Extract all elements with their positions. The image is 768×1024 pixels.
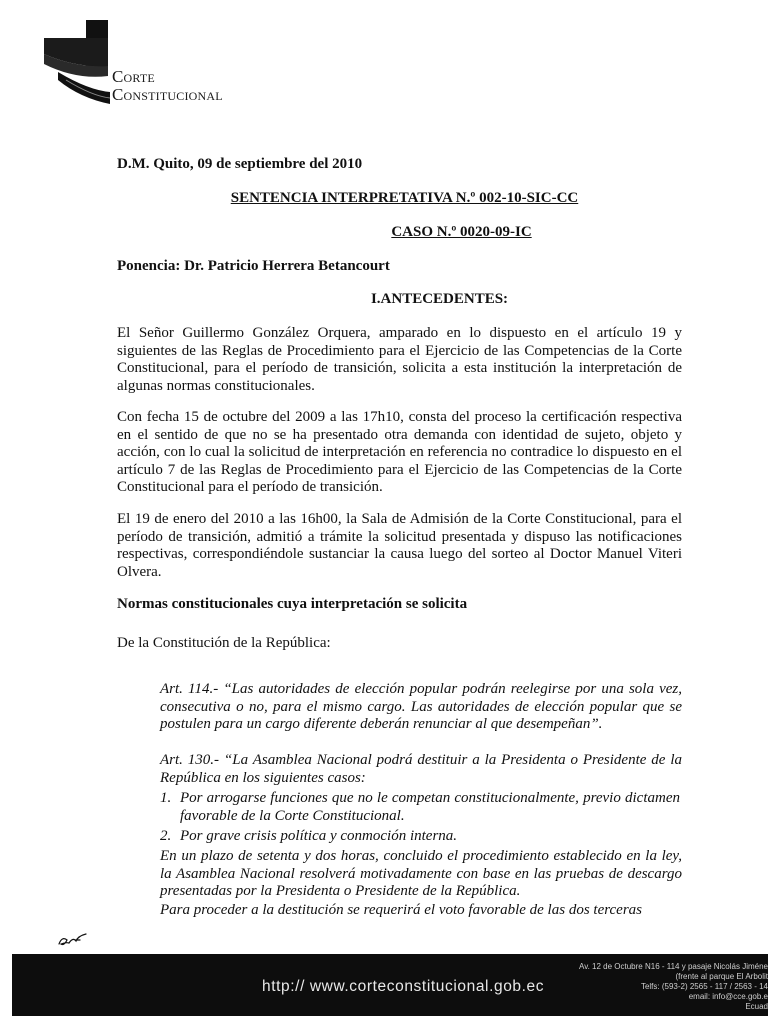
footer-address-line: Telfs: (593-2) 2565 - 117 / 2563 - 14: [640, 982, 768, 991]
logo-line-2: Constitucional: [112, 85, 223, 104]
ponencia: Ponencia: Dr. Patricio Herrera Betancourt: [117, 258, 390, 274]
subheading: Normas constitucionales cuya interpretación se solicita: [117, 596, 468, 612]
footer-address-line: (frente al parque El Arbolit: [675, 972, 768, 981]
paragraph-3: El 19 de enero del 2010 a las 16h00, la Sala de Admisión de la Corte Constitucional, para el período de transición, admitió a trámite la solicitud presentada y dispuso las notificaciones respectivas, correspondiéndole sustanciar la causa luego del sorteo al Doctor Manuel Viteri Olvera.: [117, 511, 682, 580]
footer-address-line: Av. 12 de Octubre N16 - 114 y pasaje Nicolás Jiméne: [579, 962, 768, 971]
logo-emblem: [44, 20, 110, 104]
article-130-paragraph-3: Para proceder a la destitución se requerirá el voto favorable de las dos terceras: [160, 902, 642, 918]
footer-website-link[interactable]: http:// www.corteconstitucional.gob.ec: [262, 978, 545, 995]
case-number: CASO N.º 0020-09-IC: [391, 224, 532, 240]
list-item: [160, 828, 682, 846]
document-title: SENTENCIA INTERPRETATIVA N.º 002-10-SIC-CC: [230, 190, 579, 206]
article-114: Art. 114.- “Las autoridades de elección popular podrán reelegirse por una sola vez, consecutiva o no, para el mismo cargo. Las autoridades de elección popular que se postulen para un cargo diferente deberán renunciar al que desempeñan”.: [160, 681, 682, 732]
list-text: Por grave crisis política y conmoción interna.: [180, 828, 458, 844]
list-text: Por arrogarse funciones que no le competan constitucionalmente, previo dictamen favorable de la Corte Constitucional.: [180, 790, 680, 824]
intro-line: De la Constitución de la República:: [117, 635, 331, 651]
paragraph-2: Con fecha 15 de octubre del 2009 a las 17h10, consta del proceso la certificación respectiva en el sentido de que no se ha presentado otra demanda con identidad de sujeto, objeto y acción, con lo cual la solicitud de interpretación en referencia no contradice lo dispuesto en el artículo 7 de las Reglas de Procedimiento para el Ejercicio de las Competencias de la Corte Constitucional para el período de transición.: [117, 409, 682, 495]
logo-wordmark: [112, 68, 223, 104]
footer-address-line: email: info@cce.gob.e: [688, 992, 768, 1001]
logo-line-1: Corte: [112, 67, 155, 86]
article-130-intro: Art. 130.- “La Asamblea Nacional podrá destituir a la Presidenta o Presidente de la República en los siguientes casos:: [160, 752, 682, 786]
initials-signature: [56, 928, 96, 950]
list-item: [160, 790, 682, 825]
document-date: D.M. Quito, 09 de septiembre del 2010: [117, 156, 363, 172]
list-number: 2.: [160, 828, 172, 844]
section-heading: I.ANTECEDENTES:: [370, 291, 509, 307]
list-number: 1.: [160, 790, 172, 806]
article-130-paragraph-2: En un plazo de setenta y dos horas, concluido el procedimiento establecido en la ley, la Asamblea Nacional resolverá motivadamente con base en las pruebas de descargo presentadas por la Presidenta o Presidente de la República.: [160, 848, 682, 899]
footer-address-line: Ecuad: [745, 1002, 768, 1011]
paragraph-1: El Señor Guillermo González Orquera, amparado en lo dispuesto en el artículo 19 y siguientes de las Reglas de Procedimiento para el Ejercicio de las Competencias de la Corte Constitucional, para el período de transición, solicita a esta institución la interpretación de algunas normas constitucionales.: [117, 325, 682, 394]
footer-address: [520, 962, 768, 1012]
